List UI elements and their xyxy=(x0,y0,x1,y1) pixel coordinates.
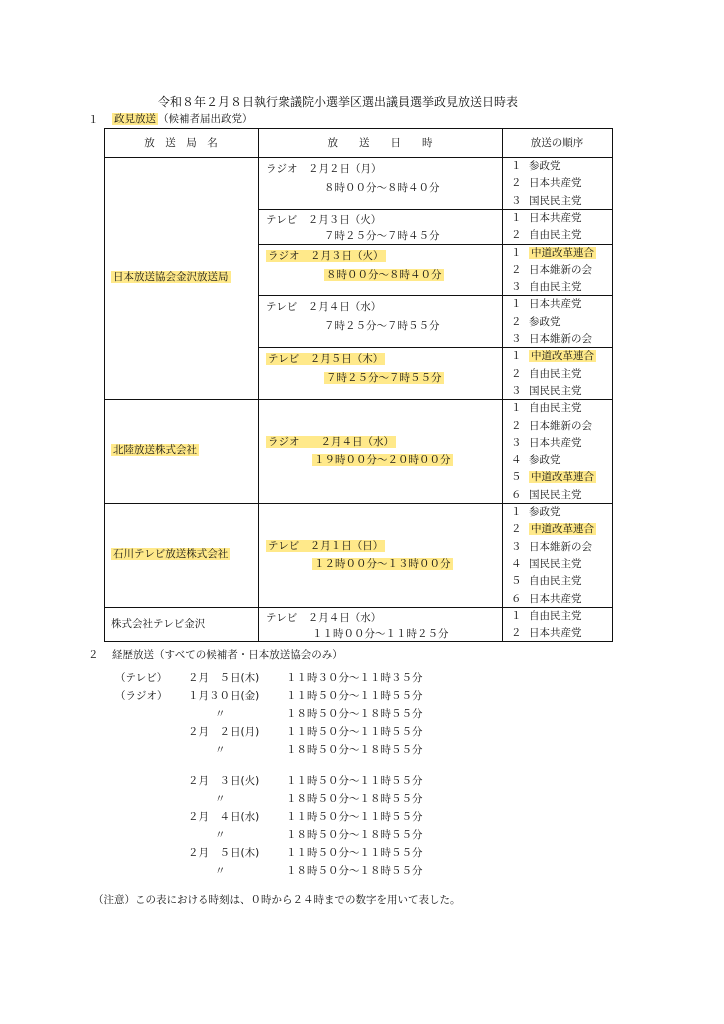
party-name xyxy=(529,248,596,259)
party-name-text: 参政党 xyxy=(529,160,561,172)
slot-line1 xyxy=(266,215,381,226)
slot-line2 xyxy=(324,270,444,281)
party-order-number: ２ xyxy=(511,627,522,640)
slot-line1 xyxy=(266,613,381,624)
party-order-number: ２ xyxy=(511,523,522,536)
table-col-divider xyxy=(502,128,503,642)
slot-channel-date: テレビ ２月５日（木） xyxy=(268,353,384,366)
slot-channel-date: ラジオ ２月４日（水） xyxy=(268,436,394,449)
party-name xyxy=(529,611,582,622)
slot-channel-date: ラジオ ２月２日（月） xyxy=(266,163,382,175)
slot-time-range: １２時００分～１３時００分 xyxy=(314,558,451,570)
party-name xyxy=(529,299,582,310)
party-name xyxy=(529,576,582,587)
slot-time-range: １９時００分～２０時００分 xyxy=(314,454,451,467)
party-name xyxy=(529,455,561,466)
party-name xyxy=(529,386,582,397)
party-name-text: 国民民主党 xyxy=(529,384,582,397)
slot-line1 xyxy=(266,302,381,313)
party-order-number: ３ xyxy=(511,384,522,397)
career-time: １８時５０分～１８時５５分 xyxy=(286,865,423,877)
slot-channel-date: ラジオ ２月３日（火） xyxy=(268,249,384,262)
party-order-number: ３ xyxy=(511,281,522,294)
career-date: 〃 xyxy=(215,829,226,841)
career-time: １１時３０分～１１時３５分 xyxy=(286,672,423,684)
party-name-text: 国民民主党 xyxy=(529,194,582,207)
party-order-number: ２ xyxy=(511,419,522,432)
party-name xyxy=(529,490,582,501)
career-date: 〃 xyxy=(215,793,226,805)
party-name xyxy=(529,317,561,328)
party-name xyxy=(529,628,582,639)
header-station: 放 送 局 名 xyxy=(144,137,218,149)
party-order-number: ２ xyxy=(511,367,522,380)
section1-heading-wrap xyxy=(112,114,253,125)
party-order-number: １ xyxy=(511,609,522,622)
slot-channel-date: テレビ ２月４日（水） xyxy=(266,611,382,624)
party-order-number: １ xyxy=(511,160,522,172)
party-name-text: 日本共産党 xyxy=(529,211,582,224)
slot-time-range: ８時００分～８時４０分 xyxy=(326,268,442,281)
slot-channel-date: テレビ ２月４日（水） xyxy=(266,301,382,314)
party-order-number: １ xyxy=(511,506,522,518)
slot-line2 xyxy=(312,455,453,466)
slot-line1 xyxy=(266,251,386,262)
slot-divider xyxy=(258,244,613,245)
party-name-text: 日本共産党 xyxy=(529,298,582,311)
party-name-text: 国民民主党 xyxy=(529,557,582,570)
career-time: １８時５０分～１８時５５分 xyxy=(286,793,423,805)
party-order-number: １ xyxy=(511,246,522,259)
party-order-number: １ xyxy=(511,402,522,415)
slot-line2 xyxy=(312,559,453,570)
party-name-text: 自由民主党 xyxy=(529,229,582,242)
slot-time-range: ８時００分～８時４０分 xyxy=(324,182,440,194)
section2-number: ２ xyxy=(88,649,99,661)
party-order-number: ３ xyxy=(511,436,522,449)
slot-channel-date: テレビ ２月１日（日） xyxy=(268,540,384,552)
party-name-text: 参政党 xyxy=(529,506,561,518)
slot-line1 xyxy=(266,354,385,365)
party-name xyxy=(529,472,596,483)
slot-line1 xyxy=(266,437,396,448)
career-media: （テレビ） xyxy=(115,672,168,684)
header-order: 放送の順序 xyxy=(530,137,584,149)
party-order-number: ３ xyxy=(511,540,522,553)
career-media: （ラジオ） xyxy=(115,690,168,702)
party-order-number: １ xyxy=(511,298,522,311)
career-date: 〃 xyxy=(215,744,226,756)
career-date: ２月 ５日(木) xyxy=(188,672,260,684)
footnote: （注意）この表における時刻は、０時から２４時までの数字を用いて表した。 xyxy=(93,894,461,906)
station-divider xyxy=(104,399,613,400)
party-order-number: ６ xyxy=(511,488,522,501)
station-divider xyxy=(104,641,613,642)
career-date: 〃 xyxy=(215,708,226,720)
party-name xyxy=(529,369,582,380)
slot-line2 xyxy=(324,183,440,194)
career-date: １月３０日(金) xyxy=(188,690,260,702)
table-top-border xyxy=(104,128,613,129)
party-name-text: 自由民主党 xyxy=(529,367,582,380)
table-header-border xyxy=(104,157,613,158)
station-name-text: 石川テレビ放送株式会社 xyxy=(113,547,229,560)
section1-subheading: （候補者届出政党） xyxy=(158,113,253,125)
career-time: １１時５０分～１１時５５分 xyxy=(286,775,423,787)
header-datetime: 放 送 日 時 xyxy=(327,137,433,149)
party-order-number: ５ xyxy=(511,575,522,588)
party-name xyxy=(529,524,596,535)
party-name-text: 日本共産党 xyxy=(529,627,582,640)
party-name-text: 日本維新の会 xyxy=(529,333,592,345)
party-name xyxy=(529,507,561,518)
party-name-text: 日本共産党 xyxy=(529,436,582,449)
slot-channel-date: テレビ ２月３日（火） xyxy=(266,213,382,226)
party-name-text: 自由民主党 xyxy=(529,402,582,415)
party-name xyxy=(529,178,582,189)
party-name xyxy=(529,351,596,362)
party-name xyxy=(529,161,561,172)
station-name-text: 北陸放送株式会社 xyxy=(113,444,197,457)
career-date: 〃 xyxy=(215,865,226,877)
party-name-text: 参政党 xyxy=(529,315,561,328)
career-time: １１時５０分～１１時５５分 xyxy=(286,811,423,823)
career-date: ２月 ５日(木) xyxy=(188,847,260,859)
party-order-number: ２ xyxy=(511,229,522,242)
slot-line2 xyxy=(324,231,440,242)
table-col-divider xyxy=(258,128,259,642)
section2-heading: 経歴放送（すべての候補者・日本放送協会のみ） xyxy=(112,649,343,661)
party-name xyxy=(529,334,592,345)
career-time: １１時５０分～１１時５５分 xyxy=(286,690,423,702)
slot-time-range: ７時２５分～７時５５分 xyxy=(326,372,442,385)
station-divider xyxy=(104,503,613,504)
slot-time-range: １１時００分～１１時２５分 xyxy=(312,627,449,640)
station-name xyxy=(111,272,231,283)
career-time: １８時５０分～１８時５５分 xyxy=(286,708,423,720)
party-name-text: 日本維新の会 xyxy=(529,263,592,276)
party-name xyxy=(529,403,582,414)
slot-divider xyxy=(258,295,613,296)
party-name-text: 中道改革連合 xyxy=(531,350,594,363)
party-name xyxy=(529,594,582,605)
table-left-border xyxy=(104,128,105,642)
career-time: １８時５０分～１８時５５分 xyxy=(286,744,423,756)
party-name xyxy=(529,282,582,293)
slot-time-range: ７時２５分～７時４５分 xyxy=(324,229,440,242)
party-name-text: 日本共産党 xyxy=(529,177,582,190)
party-name-text: 参政党 xyxy=(529,454,561,467)
career-date: ２月 ３日(火) xyxy=(188,775,260,787)
career-date: ２月 ２日(月) xyxy=(188,726,260,738)
page-title: 令和８年２月８日執行衆議院小選挙区選出議員選挙政見放送日時表 xyxy=(158,95,519,109)
party-order-number: ３ xyxy=(511,333,522,345)
party-name xyxy=(529,421,592,432)
party-name xyxy=(529,230,582,241)
party-name-text: 中道改革連合 xyxy=(531,246,594,259)
party-name-text: 日本維新の会 xyxy=(529,419,592,432)
party-name-text: 自由民主党 xyxy=(529,575,582,588)
slot-line1 xyxy=(266,541,385,552)
slot-divider xyxy=(258,347,613,348)
party-order-number: ２ xyxy=(511,315,522,328)
slot-divider xyxy=(258,209,613,210)
slot-line1 xyxy=(266,164,382,175)
party-name xyxy=(529,213,582,224)
career-time: １８時５０分～１８時５５分 xyxy=(286,829,423,841)
party-order-number: ２ xyxy=(511,263,522,276)
party-name xyxy=(529,542,592,553)
station-name-text: 日本放送協会金沢放送局 xyxy=(113,271,229,284)
slot-line2 xyxy=(324,321,440,332)
section1-number: １ xyxy=(88,114,99,126)
party-name xyxy=(529,438,582,449)
section1-heading: 政見放送 xyxy=(114,113,156,125)
station-divider xyxy=(104,607,613,608)
party-name-text: 自由民主党 xyxy=(529,281,582,294)
party-order-number: ３ xyxy=(511,194,522,207)
party-name xyxy=(529,559,582,570)
party-name-text: 日本共産党 xyxy=(529,592,582,605)
party-name-text: 日本維新の会 xyxy=(529,540,592,553)
station-name-text: 株式会社テレビ金沢 xyxy=(111,617,206,630)
party-name-text: 自由民主党 xyxy=(529,609,582,622)
station-name xyxy=(111,549,230,560)
station-name xyxy=(111,445,199,456)
party-name xyxy=(529,265,592,276)
party-order-number: １ xyxy=(511,211,522,224)
party-name-text: 中道改革連合 xyxy=(531,523,594,536)
career-time: １１時５０分～１１時５５分 xyxy=(286,847,423,859)
party-name-text: 国民民主党 xyxy=(529,488,582,501)
career-date: ２月 ４日(水) xyxy=(188,811,260,823)
party-order-number: ５ xyxy=(511,471,522,484)
slot-line2 xyxy=(324,373,444,384)
slot-line2 xyxy=(312,629,449,640)
party-order-number: ６ xyxy=(511,592,522,605)
party-order-number: １ xyxy=(511,350,522,363)
party-name xyxy=(529,196,582,207)
table-right-border xyxy=(612,128,613,642)
station-name xyxy=(111,619,205,630)
party-order-number: ４ xyxy=(511,454,522,467)
party-order-number: ４ xyxy=(511,557,522,570)
career-time: １１時５０分～１１時５５分 xyxy=(286,726,423,738)
party-name-text: 中道改革連合 xyxy=(531,471,594,484)
party-order-number: ２ xyxy=(511,177,522,190)
slot-time-range: ７時２５分～７時５５分 xyxy=(324,320,440,333)
